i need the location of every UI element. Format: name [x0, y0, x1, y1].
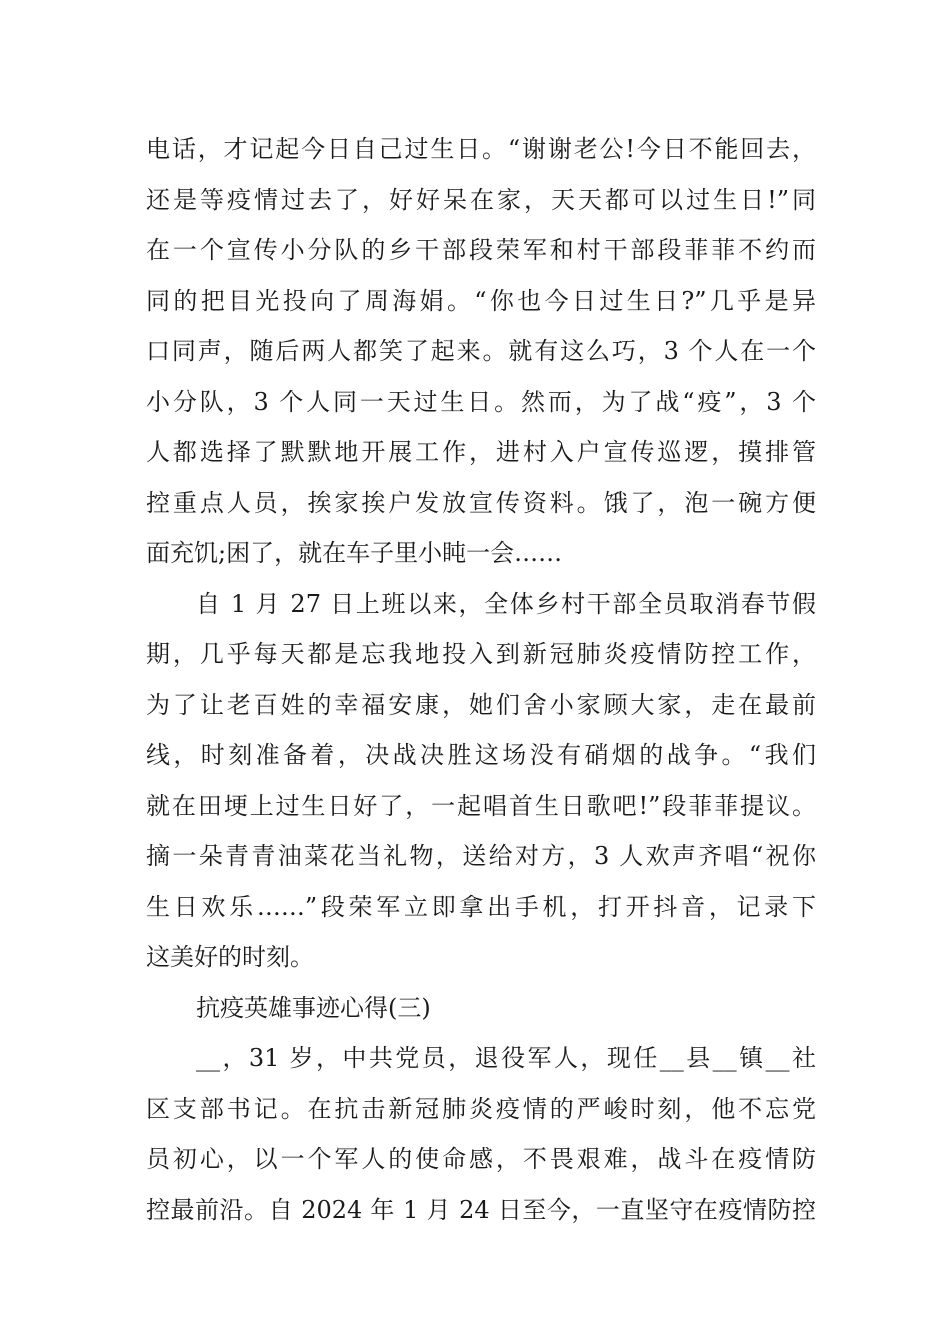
text-line: 控重点人员，挨家挨户发放宣传资料。饿了，泡一碗方便: [146, 488, 816, 517]
text-line: 还是等疫情过去了，好好呆在家，天天都可以过生日!”同: [146, 185, 816, 214]
section-heading: [146, 983, 816, 1034]
text-line: 面充饥;困了，就在车子里小盹一会……: [146, 539, 563, 567]
paragraph-1: [146, 124, 816, 579]
text-line: 这美好的时刻。: [146, 943, 314, 971]
text-line: 人都选择了默默地开展工作，进村入户宣传巡逻，摸排管: [146, 438, 816, 466]
text-line: __，31 岁，中共党员，退役军人，现任__县__镇__社: [196, 1044, 816, 1072]
text-line: 期，几乎每天都是忘我地投入到新冠肺炎疫情防控工作，: [146, 640, 816, 668]
text-line: 员初心，以一个军人的使命感，不畏艰难，战斗在疫情防: [146, 1145, 816, 1173]
text-line: 就在田埂上过生日好了，一起唱首生日歌吧!”段菲菲提议。: [146, 791, 816, 820]
paragraph-2: [146, 579, 816, 983]
document-page: [146, 124, 816, 1235]
text-line: 同的把目光投向了周海娟。“你也今日过生日?”几乎是异: [146, 286, 816, 315]
text-line: 电话，才记起今日自己过生日。“谢谢老公!今日不能回去，: [146, 135, 816, 163]
text-line: 线，时刻准备着，决战决胜这场没有硝烟的战争。“我们: [146, 741, 816, 769]
heading-text: 抗疫英雄事迹心得(三): [196, 993, 431, 1022]
paragraph-3: [146, 1033, 816, 1235]
text-line: 在一个宣传小分队的乡干部段荣军和村干部段菲菲不约而: [146, 236, 816, 264]
text-line: 摘一朵青青油菜花当礼物，送给对方，3 人欢声齐唱“祝你: [146, 842, 816, 870]
text-line: 区支部书记。在抗击新冠肺炎疫情的严峻时刻，他不忘党: [146, 1094, 816, 1123]
text-line: 口同声，随后两人都笑了起来。就有这么巧，3 个人在一个: [146, 337, 816, 365]
text-line: 自 1 月 27 日上班以来，全体乡村干部全员取消春节假: [196, 589, 816, 618]
text-line: 控最前沿。自 2024 年 1 月 24 日至今，一直坚守在疫情防控: [146, 1195, 816, 1224]
text-line: 为了让老百姓的幸福安康，她们舍小家顾大家，走在最前: [146, 690, 816, 719]
text-line: 生日欢乐……”段荣军立即拿出手机，打开抖音，记录下: [146, 892, 816, 921]
text-line: 小分队，3 个人同一天过生日。然而，为了战“疫”，3 个: [146, 387, 816, 416]
